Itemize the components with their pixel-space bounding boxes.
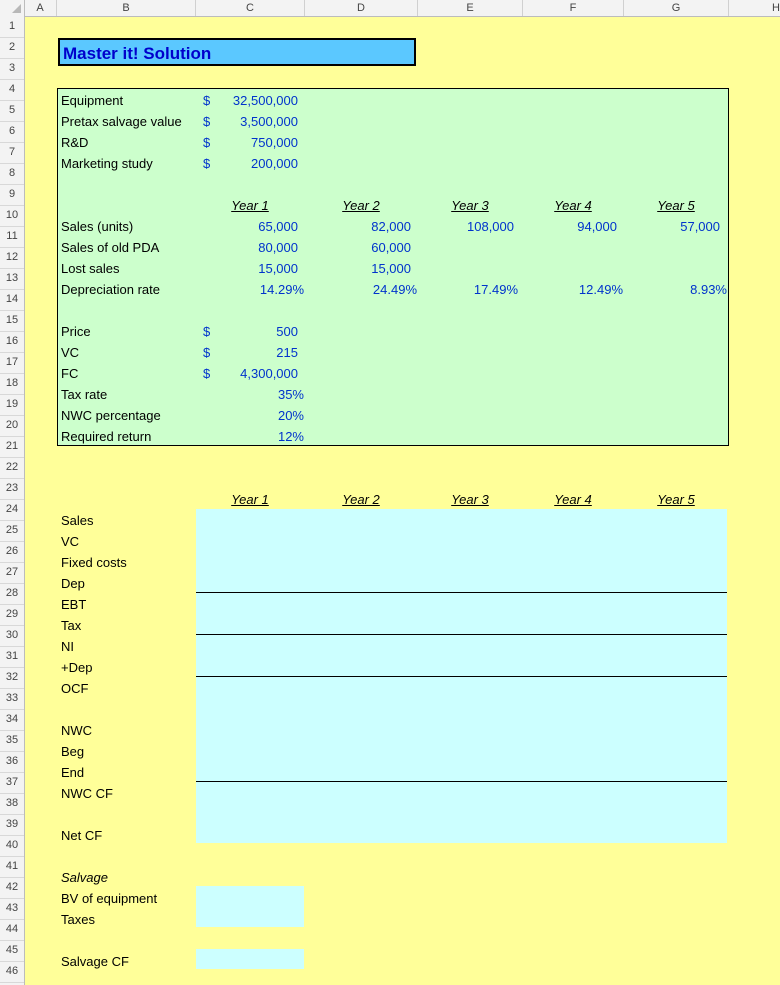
- sales-units-y2[interactable]: 82,000: [371, 219, 411, 234]
- column-header-e[interactable]: E: [418, 0, 523, 16]
- cf-end-label: End: [61, 765, 85, 780]
- row-header-19[interactable]: 19: [0, 394, 24, 416]
- salvage-cf-label: Salvage CF: [61, 954, 129, 969]
- row-header-25[interactable]: 25: [0, 520, 24, 542]
- row-header-10[interactable]: 10: [0, 205, 24, 227]
- equipment-value[interactable]: 32,500,000: [232, 93, 298, 108]
- row-header-12[interactable]: 12: [0, 247, 24, 269]
- vc-input-currency: $: [203, 345, 211, 360]
- row-header-7[interactable]: 7: [0, 142, 24, 164]
- marketing-study-label: Marketing study: [61, 156, 153, 171]
- row-header-22[interactable]: 22: [0, 457, 24, 479]
- cf-dep-label: Dep: [61, 576, 85, 591]
- vc-input-label: VC: [61, 345, 80, 360]
- nwc-cf-divider: [196, 781, 727, 782]
- column-header-a[interactable]: A: [24, 0, 57, 16]
- sales-units-y3[interactable]: 108,000: [467, 219, 514, 234]
- depreciation-y1[interactable]: 14.29%: [259, 282, 304, 297]
- cf-year-1-header: Year 1: [231, 492, 269, 507]
- row-header-24[interactable]: 24: [0, 499, 24, 521]
- row-header-18[interactable]: 18: [0, 373, 24, 395]
- salvage-value-value[interactable]: 3,500,000: [240, 114, 298, 129]
- cf-year-2-header: Year 2: [342, 492, 380, 507]
- column-header-d[interactable]: D: [305, 0, 418, 16]
- cf-tax-label: Tax: [61, 618, 82, 633]
- row-header-4[interactable]: 4: [0, 79, 24, 101]
- cf-ocf-label: OCF: [61, 681, 89, 696]
- depreciation-y5[interactable]: 8.93%: [690, 282, 727, 297]
- lost-sales-y1[interactable]: 15,000: [258, 261, 298, 276]
- row-header-3[interactable]: 3: [0, 58, 24, 80]
- row-header-36[interactable]: 36: [0, 751, 24, 773]
- row-header-11[interactable]: 11: [0, 226, 24, 248]
- year-2-header: Year 2: [342, 198, 380, 213]
- row-header-37[interactable]: 37: [0, 772, 24, 794]
- row-header-35[interactable]: 35: [0, 730, 24, 752]
- row-header-23[interactable]: 23: [0, 478, 24, 500]
- column-header-bar: [0, 0, 780, 17]
- row-header-40[interactable]: 40: [0, 835, 24, 857]
- row-header-43[interactable]: 43: [0, 898, 24, 920]
- equipment-label: Equipment: [61, 93, 124, 108]
- row-header-6[interactable]: 6: [0, 121, 24, 143]
- tax-rate-label: Tax rate: [61, 387, 108, 402]
- required-return-value[interactable]: 12%: [277, 429, 304, 444]
- price-label: Price: [61, 324, 91, 339]
- row-header-17[interactable]: 17: [0, 352, 24, 374]
- row-header-29[interactable]: 29: [0, 604, 24, 626]
- rd-value[interactable]: 750,000: [251, 135, 298, 150]
- cf-vc-label: VC: [61, 534, 80, 549]
- cf-nwc-label: NWC: [61, 723, 93, 738]
- equipment-currency: $: [203, 93, 211, 108]
- column-header-b[interactable]: B: [57, 0, 196, 16]
- depreciation-y4[interactable]: 12.49%: [578, 282, 623, 297]
- row-header-20[interactable]: 20: [0, 415, 24, 437]
- marketing-study-currency: $: [203, 156, 211, 171]
- cf-sales-label: Sales: [61, 513, 94, 528]
- row-header-26[interactable]: 26: [0, 541, 24, 563]
- row-header-16[interactable]: 16: [0, 331, 24, 353]
- row-header-9[interactable]: 9: [0, 184, 24, 206]
- row-header-27[interactable]: 27: [0, 562, 24, 584]
- old-pda-y2[interactable]: 60,000: [371, 240, 411, 255]
- nwc-percentage-value[interactable]: 20%: [277, 408, 304, 423]
- row-header-39[interactable]: 39: [0, 814, 24, 836]
- year-1-header: Year 1: [231, 198, 269, 213]
- sales-units-y5[interactable]: 57,000: [680, 219, 720, 234]
- salvage-taxes-label: Taxes: [61, 912, 95, 927]
- select-all-corner[interactable]: [0, 0, 25, 16]
- ebt-divider: [196, 592, 727, 593]
- depreciation-rate-label: Depreciation rate: [61, 282, 160, 297]
- vc-input-value[interactable]: 215: [276, 345, 298, 360]
- salvage-value-currency: $: [203, 114, 211, 129]
- year-3-header: Year 3: [451, 198, 489, 213]
- salvage-value-label: Pretax salvage value: [61, 114, 182, 129]
- fc-label: FC: [61, 366, 79, 381]
- depreciation-y2[interactable]: 24.49%: [372, 282, 417, 297]
- cf-year-3-header: Year 3: [451, 492, 489, 507]
- rd-currency: $: [203, 135, 211, 150]
- sales-units-label: Sales (units): [61, 219, 134, 234]
- depreciation-y3[interactable]: 17.49%: [473, 282, 518, 297]
- row-header-38[interactable]: 38: [0, 793, 24, 815]
- cf-fixed-costs-label: Fixed costs: [61, 555, 127, 570]
- cf-plus-dep-label: +Dep: [61, 660, 93, 675]
- select-all-triangle-icon: [12, 4, 21, 13]
- row-header-2[interactable]: 2: [0, 37, 24, 59]
- row-header-41[interactable]: 41: [0, 856, 24, 878]
- row-header-33[interactable]: 33: [0, 688, 24, 710]
- rd-label: R&D: [61, 135, 89, 150]
- row-header-44[interactable]: 44: [0, 919, 24, 941]
- required-return-label: Required return: [61, 429, 152, 444]
- price-value[interactable]: 500: [276, 324, 298, 339]
- nwc-percentage-label: NWC percentage: [61, 408, 161, 423]
- row-header-31[interactable]: 31: [0, 646, 24, 668]
- row-header-45[interactable]: 45: [0, 940, 24, 962]
- year-5-header: Year 5: [657, 198, 695, 213]
- lost-sales-label: Lost sales: [61, 261, 120, 276]
- row-header-30[interactable]: 30: [0, 625, 24, 647]
- cf-ni-label: NI: [61, 639, 74, 654]
- ocf-divider: [196, 676, 727, 677]
- row-header-28[interactable]: 28: [0, 583, 24, 605]
- old-pda-label: Sales of old PDA: [61, 240, 160, 255]
- lost-sales-y2[interactable]: 15,000: [371, 261, 411, 276]
- cf-year-4-header: Year 4: [554, 492, 592, 507]
- column-header-g[interactable]: G: [624, 0, 729, 16]
- price-currency: $: [203, 324, 211, 339]
- row-header-5[interactable]: 5: [0, 100, 24, 122]
- tax-rate-value[interactable]: 35%: [277, 387, 304, 402]
- column-header-h[interactable]: H: [772, 2, 780, 14]
- row-header-1[interactable]: 1: [0, 16, 24, 38]
- column-header-c[interactable]: C: [196, 0, 305, 16]
- salvage-heading: Salvage: [61, 870, 108, 885]
- marketing-study-value[interactable]: 200,000: [251, 156, 298, 171]
- cf-ebt-label: EBT: [61, 597, 87, 612]
- year-4-header: Year 4: [554, 198, 592, 213]
- row-header-15[interactable]: 15: [0, 310, 24, 332]
- row-header-46[interactable]: 46: [0, 961, 24, 983]
- row-header-34[interactable]: 34: [0, 709, 24, 731]
- row-header-14[interactable]: 14: [0, 289, 24, 311]
- cf-year-5-header: Year 5: [657, 492, 695, 507]
- cf-beg-label: Beg: [61, 744, 85, 759]
- bv-equipment-label: BV of equipment: [61, 891, 158, 906]
- row-header-21[interactable]: 21: [0, 436, 24, 458]
- old-pda-y1[interactable]: 80,000: [258, 240, 298, 255]
- sales-units-y4[interactable]: 94,000: [577, 219, 617, 234]
- fc-currency: $: [203, 366, 211, 381]
- row-header-42[interactable]: 42: [0, 877, 24, 899]
- row-header-32[interactable]: 32: [0, 667, 24, 689]
- page-title[interactable]: Master it! Solution: [58, 38, 416, 66]
- salvage-cf-output-cell[interactable]: [196, 949, 304, 969]
- fc-value[interactable]: 4,300,000: [240, 366, 298, 381]
- row-header-8[interactable]: 8: [0, 163, 24, 185]
- ni-divider: [196, 634, 727, 635]
- salvage-output-cells[interactable]: [196, 886, 304, 927]
- row-header-bar: [0, 16, 25, 985]
- cf-nwc-cf-label: NWC CF: [61, 786, 113, 801]
- column-header-f[interactable]: F: [523, 0, 624, 16]
- row-header-13[interactable]: 13: [0, 268, 24, 290]
- sales-units-y1[interactable]: 65,000: [258, 219, 298, 234]
- cf-net-cf-label: Net CF: [61, 828, 103, 843]
